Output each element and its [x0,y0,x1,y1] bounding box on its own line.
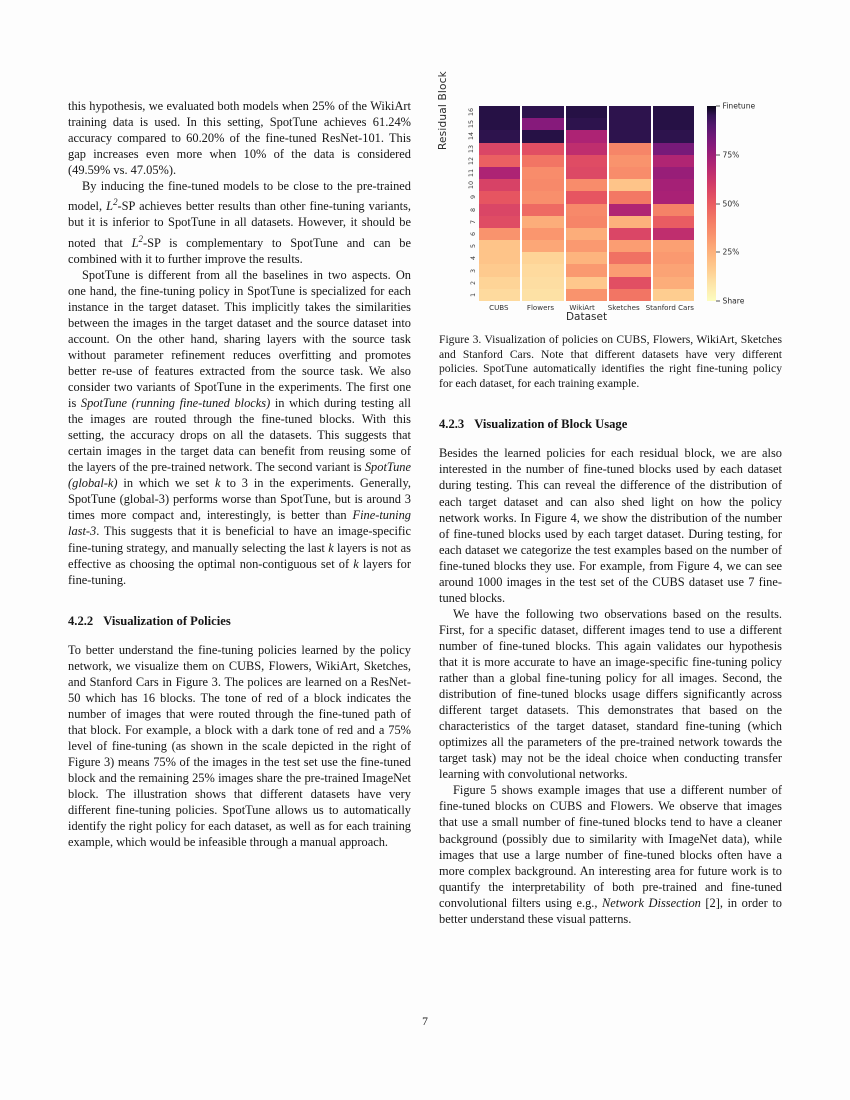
heatmap-cell [653,240,694,252]
heatmap-cell [479,264,520,276]
y-tick-4: 4 [468,256,477,261]
heatmap-cell [479,179,520,191]
heatmap-cell [566,143,607,155]
heatmap-cell [653,277,694,289]
y-tick-5: 5 [468,244,477,249]
heatmap-cell [653,289,694,301]
y-tick-15: 15 [466,120,475,129]
paragraph-l2sp: By inducing the fine-tuned models to be close to the pre-trained model, $L^2-SP$ achieves better results than other fine-tuning variants, but it is inferior to SpotTune in all datasets. However, it should be noted that $L^2-SP$ is complementary to SpotTune and can be combined with it to further improve the results. [68,179,411,266]
heatmap-cell [653,167,694,179]
heatmap-cell [609,167,650,179]
heatmap-cell [522,130,563,142]
heatmap-cell [479,167,520,179]
heatmap-cell [609,179,650,191]
heatmap-cell [566,240,607,252]
heatmap-cell [522,216,563,228]
paragraph-block-usage-3: Figure 5 shows example images that use a different number of fine-tuned blocks on CUBS and Flowers. We observe that images that use a small number of fine-tuned blocks tend to have a cleaner background (possibly due to similarity with ImageNet data), while images that use a large number of fine-tuned blocks often have a more complex background. An interesting area for future work is to quantify the interpretability of both pre-trained and fine-tuned convolutional filters using e.g., Network Dissection [2], in order to better understand these visual patterns. [439,783,782,926]
heatmap-cell [522,240,563,252]
section-heading-423 [439,417,782,432]
heatmap-cell [566,106,607,118]
heatmap-cell [566,216,607,228]
heatmap-cell [609,216,650,228]
heatmap-cell [609,143,650,155]
heatmap-cell [479,277,520,289]
heatmap-cell [479,216,520,228]
reference-network-dissection: Network Dissection [602,895,701,910]
heatmap-cell [653,204,694,216]
section-number-422: 4.2.2 [68,613,94,628]
y-tick-2: 2 [468,280,477,285]
heatmap-cell [522,143,563,155]
two-column-body [68,71,782,927]
heatmap-cell [522,228,563,240]
heatmap-cell [609,106,650,118]
heatmap-cell [653,252,694,264]
heatmap-cell [566,130,607,142]
heatmap-cell [609,155,650,167]
heatmap-column-wikiart [566,106,607,301]
y-tick-16: 16 [466,108,475,117]
heatmap-cell [653,106,694,118]
colorbar-gradient [707,106,716,301]
heatmap-cell [609,252,650,264]
y-tick-11: 11 [466,168,475,178]
colorbar-tick-share: Share [716,297,744,306]
y-tick-6: 6 [468,231,477,237]
heatmap-cell [653,130,694,142]
heatmap-cell [609,130,650,142]
x-axis-label: Dataset [565,311,608,323]
figure-3-caption: Figure 3. Visualization of policies on CUBS, Flowers, WikiArt, Sketches and Stanford Cars. Note that different datasets have very different policies. SpotTune automatically identifies the right fine-tuning policy for each dataset, for each training example. [439,333,782,390]
heatmap-cell [479,130,520,142]
heatmap-cell [522,289,563,301]
heatmap-cell [479,289,520,301]
variant-global-k: SpotTune (global-k) [68,460,411,491]
y-tick-1: 1 [468,292,477,297]
y-tick-7: 7 [468,219,477,224]
heatmap-column-sketches [609,106,650,301]
x-tick-sketches: Sketches [607,303,640,312]
heatmap-cell [522,106,563,118]
l2sp-term: $L^2$ [106,197,118,214]
heatmap-cell [653,191,694,203]
colorbar-tick-75: 75% [716,150,739,159]
heatmap-cell [653,118,694,130]
heatmap-cell [522,118,563,130]
y-axis-label: Residual Block [437,71,449,150]
y-tick-3: 3 [468,268,477,273]
heatmap-cell [609,204,650,216]
heatmap-grid [479,106,694,301]
y-tick-9: 9 [468,195,477,200]
heatmap-cell [522,204,563,216]
y-tick-10: 10 [466,181,475,190]
page-number: 7 [422,1015,428,1028]
right-column [437,71,782,927]
heatmap-cell [653,155,694,167]
heatmap-cell [522,167,563,179]
section-heading-422 [68,614,411,629]
section-title-422: Visualization of Policies [103,613,231,628]
heatmap-cell [653,143,694,155]
heatmap-cell [653,179,694,191]
heatmap-chart [437,71,782,323]
l2sp-term-2: $L^2$ [131,233,143,250]
heatmap-cell [609,118,650,130]
y-tick-14: 14 [466,132,475,141]
heatmap-cell [522,277,563,289]
heatmap-cell [479,106,520,118]
left-column [68,98,411,927]
paragraph-block-usage-1: Besides the learned policies for each residual block, we are also interested in the number of fine-tuned blocks used by each dataset during testing. This can reveal the difference of the distribution of each target dataset and can also shed light on how the policy network works. In Figure 4, we show the distribution of the number of fine-tuned blocks used by each target dataset. During testing, for each dataset we categorize the test examples based on the number of fine-tuned blocks they use. For example, from Figure 4, we can see around 1000 images in the test set of the CUBS dataset use 7 fine-tuned blocks. [439,446,782,605]
heatmap-cell [609,228,650,240]
y-tick-12: 12 [466,156,475,165]
heatmap-cell [566,228,607,240]
heatmap-cell [566,277,607,289]
colorbar-ticks [716,101,780,306]
heatmap-cell [566,155,607,167]
heatmap-cell [653,228,694,240]
heatmap-cell [522,264,563,276]
heatmap-column-cubs [479,106,520,301]
section-number-423: 4.2.3 [439,417,465,432]
x-tick-flowers: Flowers [526,303,555,312]
heatmap-cell [566,252,607,264]
heatmap-cell [609,240,650,252]
heatmap-cell [653,264,694,276]
heatmap-column-flowers [522,106,563,301]
heatmap-cell [609,191,650,203]
heatmap-cell [609,264,650,276]
heatmap-cell [522,252,563,264]
variant-running-blocks: SpotTune (running fine-tuned blocks) [80,396,271,411]
heatmap-cell [609,277,650,289]
heatmap-cell [479,118,520,130]
heatmap-cell [479,143,520,155]
y-axis-ticks [453,106,475,301]
heatmap-cell [479,252,520,264]
heatmap-cell [566,167,607,179]
heatmap-cell [609,289,650,301]
y-tick-8: 8 [468,207,477,212]
colorbar-tick-50: 50% [716,199,739,208]
heatmap-cell [479,191,520,203]
paragraph-block-usage-2: We have the following two observations based on the results. First, for a specific dataset, different images tend to use a different number of fine-tuned blocks. This again validates our hypothesis that it is more accurate to have an image-specific fine-tuning policy rather than a global fine-tuning policy for all images. Second, the distribution of fine-tuned blocks usage differs significantly across different target datasets. This demonstrates that based on the characteristics of the target dataset, standard fine-tuning (which optimizes all the parameters of the pre-trained network towards the target task) may not be the ideal choice when conducting transfer learning with convolutional networks. [439,606,782,782]
heatmap-cell [566,204,607,216]
colorbar-tick-finetune: Finetune [716,102,755,111]
paragraph-visualization-policies: To better understand the fine-tuning policies learned by the policy network, we visualize them on CUBS, Flowers, WikiArt, Sketches, and Stanford Cars in Figure 3. The polices are learned on a ResNet-50 which has 16 blocks. The tone of red of a block indicates the number of images that were routed through the fine-tuned path of that block. For example, a block with a dark tone of red and a 75% level of fine-tuning (as shown in the scale depicted in the right of Figure 3) means 75% of the images in the test set use the fine-tuned block and the remaining 25% images share the pre-trained ImageNet block. The illustration shows that different datasets have very different fine-tuning policies. SpotTune allows us to automatically identify the right policy for each dataset, as well as for each training example, which would be infeasible through a manual approach. [68,642,411,850]
x-tick-stanford-cars: Stanford Cars [645,303,694,312]
y-tick-13: 13 [466,144,475,153]
heatmap-cell [522,155,563,167]
heatmap-cell [479,155,520,167]
figure-3 [437,71,782,323]
heatmap-cell [479,204,520,216]
heatmap-cell [566,264,607,276]
heatmap-cell [566,118,607,130]
heatmap-cell [653,216,694,228]
heatmap-column-stanford-cars [653,106,694,301]
heatmap-cell [566,179,607,191]
heatmap-cell [566,289,607,301]
heatmap-cell [479,228,520,240]
paragraph-variants: SpotTune is different from all the baselines in two aspects. On one hand, the fine-tuning policy in SpotTune is specialized for each instance in the target dataset. This implicitly takes the similarities between the images in the target dataset and the source dataset into account. On the other hand, sharing layers with the source task without parameter refinement reduces overfitting and promotes better re-use of features extracted from the source task. We also consider two variants of SpotTune in the experiments. The first one is SpotTune (running fine-tuned blocks) in which during testing all the images are routed through the fine-tuned blocks. With this setting, the accuracy drops on all the datasets. This suggests that certain images in the target data can benefit from reusing some of the layers of the pre-trained network. The second variant is SpotTune (global-k) in which we set k to 3 in the experiments. Generally, SpotTune (global-3) performs worse than SpotTune, but is around 3 times more compact and, interestingly, is better than Fine-tuning last-3. This suggests that it is beneficial to have an image-specific fine-tuning strategy, and manually selecting the last k layers is not as effective as choosing the optimal non-contiguous set of k layers for fine-tuning. [68,267,411,587]
variant-finetuning-last3: Fine-tuning last-3 [68,508,411,539]
section-title-423: Visualization of Block Usage [474,417,628,432]
x-tick-cubs: CUBS [489,303,509,312]
heatmap-cell [479,240,520,252]
heatmap-cell [522,179,563,191]
heatmap-cell [522,191,563,203]
paragraph-hypothesis: this hypothesis, we evaluated both models when 25% of the WikiArt training data is used. In this setting, SpotTune achieves 61.24% accuracy compared to 60.20% of the fine-tuned ResNet-101. This gap increases even more when 10% of the data is considered (49.59% vs. 47.05%). [68,99,411,178]
colorbar-tick-25: 25% [716,248,739,257]
x-tick-wikiart: WikiArt [569,303,595,312]
heatmap-cell [566,191,607,203]
